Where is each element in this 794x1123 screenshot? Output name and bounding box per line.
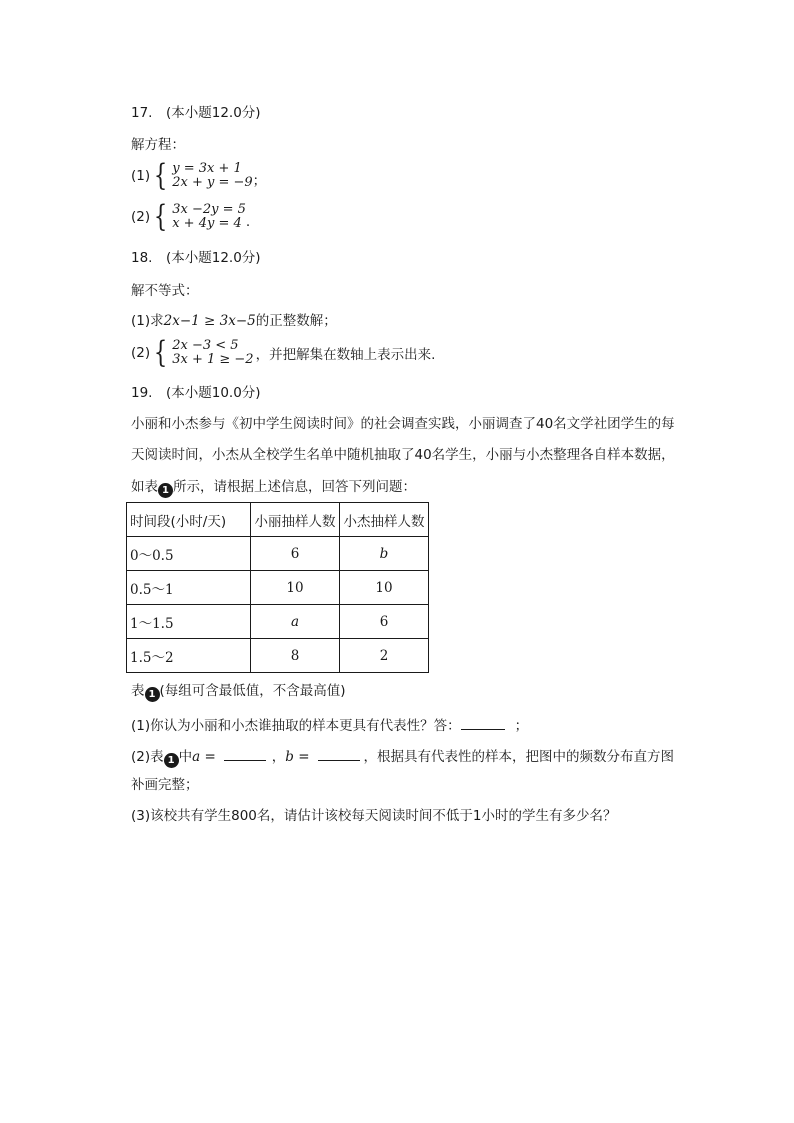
table-cell: 6 [340,605,429,639]
table-row [127,605,429,639]
table-row [127,537,429,571]
table-cell: 0～0.5 [127,537,251,571]
q17-p2-eq2: x + 4y = 4 [172,216,242,231]
q17-p1-label: (1) [131,168,151,184]
q17-instruction: 解方程： [131,137,185,153]
table-cell: b [340,537,429,571]
table-cell: 8 [251,639,340,673]
table-header-row [127,503,429,537]
q19-header: 19. (本小题10.0分) [131,385,261,401]
q17-p2-eq1: 3x −2y = 5 [172,202,246,217]
q19-note-suffix: (每组可含最低值，不含最高值) [159,683,346,699]
q17-system-2 [131,199,251,234]
q18-part1 [131,312,337,330]
q19-subquestion-1 [131,715,528,735]
answer-blank[interactable] [318,746,360,761]
q19-paragraph-line1: 小丽和小杰参与《初中学生阅读时间》的社会调查实践，小丽调查了40名文学社团学生的每 [131,416,675,432]
q18-p2-label: (2) [131,345,151,361]
q17-p1-equations [172,162,252,190]
q17-p2-equations [172,203,246,231]
q19-subquestion-2-line2: 补画完整； [131,777,199,793]
q17-p1-end: ； [252,173,267,189]
q18-p2-suffix: ，并把解集在数轴上表示出来. [255,347,436,363]
q19-q2-prefix: (2)表 [131,749,164,765]
q17-system-1 [131,158,267,193]
q19-paragraph-line2: 天阅读时间，小杰从全校学生名单中随机抽取了40名学生，小丽与小杰整理各自样本数据， [131,447,675,463]
answer-blank[interactable] [224,746,266,761]
table-cell: 6 [251,537,340,571]
left-brace-icon: { [153,335,168,370]
left-brace-icon: { [153,199,168,234]
circled-number-icon: 1 [164,753,179,768]
table-cell: 0.5～1 [127,571,251,605]
answer-blank[interactable] [461,715,505,730]
table-cell: 1.5～2 [127,639,251,673]
q18-p2-eq2: 3x + 1 ≥ −2 [172,352,254,367]
q19-q1-text: (1)你认为小丽和小杰谁抽取的样本更具有代表性？答： [131,718,461,734]
table-cell: a [251,605,340,639]
q18-system-2 [131,335,436,370]
q17-p1-eq1: y = 3x + 1 [172,161,242,176]
q17-p1-eq2: 2x + y = −9 [172,175,253,190]
q18-instruction: 解不等式： [131,283,199,299]
q19-para3-suffix: 所示，请根据上述信息，回答下列问题： [173,479,416,495]
table-row [127,571,429,605]
q18-header: 18. (本小题12.0分) [131,250,261,266]
table-cell: 10 [340,571,429,605]
table-header-cell: 小杰抽样人数 [340,503,429,537]
q19-para3-prefix: 如表 [131,479,158,495]
q19-q1-end: ； [514,718,529,734]
q19-subquestion-3: (3)该校共有学生800名，请估计该校每天阅读时间不低于1小时的学生有多少名？ [131,808,617,824]
q19-q2-b: b = [285,749,310,765]
q19-q2-mid: 中 [178,749,193,765]
q19-q2-a: a = [192,749,216,765]
circled-number-icon: 1 [158,483,173,498]
q19-q2-comma: ， [271,749,286,765]
q19-q2-suffix: ，根据具有代表性的样本，把图中的频数分布直方图 [363,749,675,765]
q17-header: 17. (本小题12.0分) [131,105,261,121]
table-cell: 1～1.5 [127,605,251,639]
q18-p1-suffix: 的正整数解； [255,313,337,329]
circled-number-icon: 1 [145,687,160,702]
q18-p1-math: 2x−1 ≥ 3x−5 [163,313,256,329]
q17-p2-end: . [245,214,251,230]
q19-table-note [131,682,346,702]
q19-subquestion-2 [131,746,674,768]
table-header-cell: 小丽抽样人数 [251,503,340,537]
table-cell: 2 [340,639,429,673]
q18-p2-inequalities [172,339,253,367]
q19-note-prefix: 表 [131,683,145,699]
q17-p2-label: (2) [131,209,151,225]
sampling-table [126,502,429,673]
q18-p1-prefix: (1)求 [131,313,164,329]
left-brace-icon: { [153,158,168,193]
table-row [127,639,429,673]
q18-p2-eq1: 2x −3 < 5 [172,338,239,353]
table-cell: 10 [251,571,340,605]
q19-paragraph-line3 [131,478,416,498]
table-header-cell: 时间段(小时/天) [127,503,251,537]
